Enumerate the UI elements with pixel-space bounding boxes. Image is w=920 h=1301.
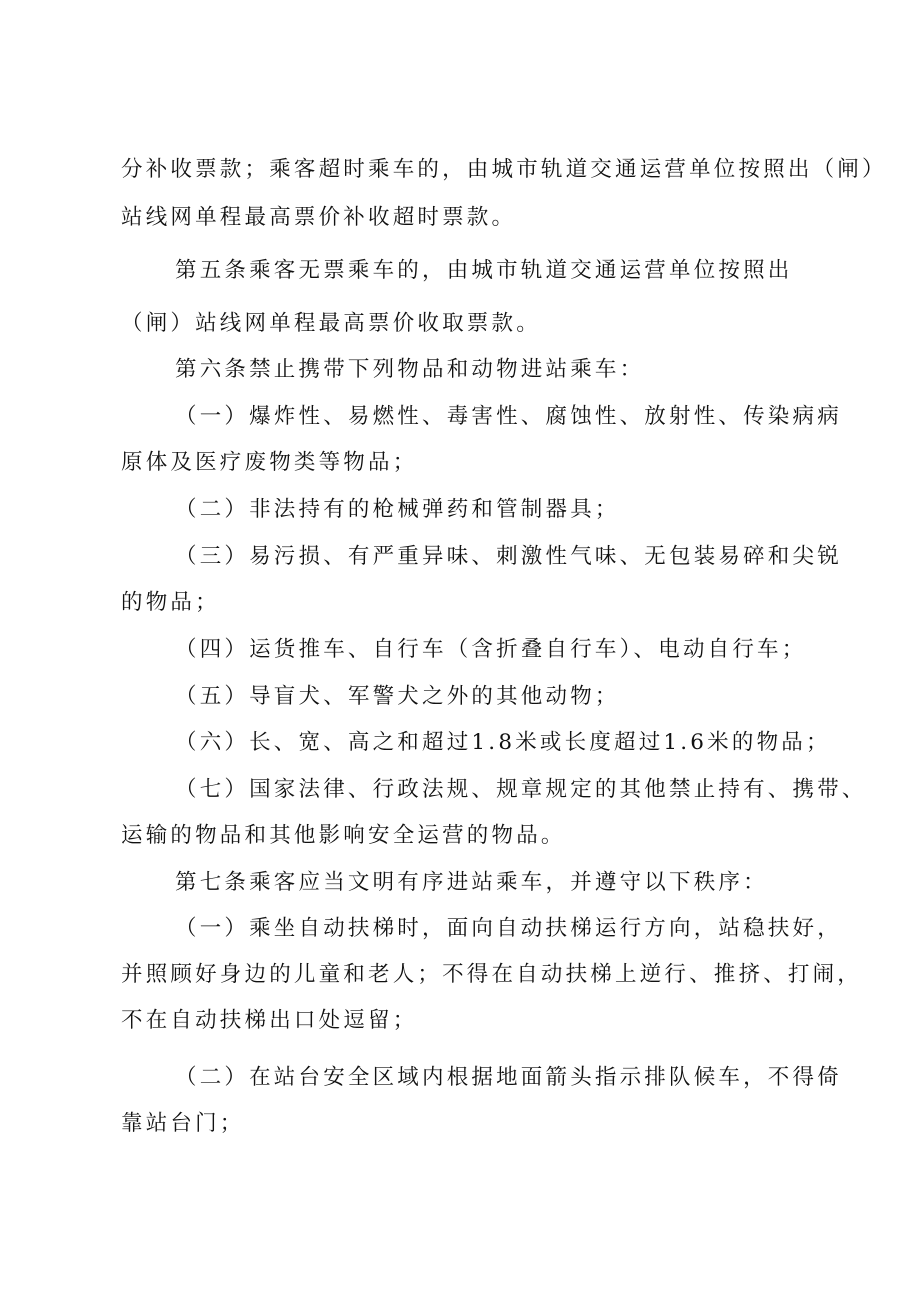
text-line: 靠站台门； [121,1111,245,1136]
text-line: 原体及医疗废物类等物品； [121,450,418,475]
text-line: （六）长、宽、高之和超过1.8米或长度超过1.6米的物品； [175,730,831,755]
text-line: （七）国家法律、行政法规、规章规定的其他禁止持有、携带、 [175,777,867,802]
text-line: 第六条禁止携带下列物品和动物进站乘车： [175,357,645,382]
text-line: 运输的物品和其他影响安全运营的物品。 [121,823,566,848]
text-line: （三）易污损、有严重异味、刺激性气味、无包装易碎和尖锐 [175,544,842,569]
text-line: （一）爆炸性、易燃性、毒害性、腐蚀性、放射性、传染病病 [175,404,842,429]
text-line: 站线网单程最高票价补收超时票款。 [121,205,517,230]
text-line: （一）乘坐自动扶梯时，面向自动扶梯运行方向，站稳扶好， [175,916,842,941]
text-line: 并照顾好身边的儿童和老人；不得在自动扶梯上逆行、推挤、打闹， [121,962,863,987]
text-line: 分补收票款；乘客超时乘车的，由城市轨道交通运营单位按照出（闸） [121,157,887,182]
text-line: （二）非法持有的枪械弹药和管制器具； [175,497,620,522]
text-line: （五）导盲犬、军警犬之外的其他动物； [175,684,620,709]
text-line: 的物品； [121,590,220,615]
text-line: 第七条乘客应当文明有序进站乘车，并遵守以下秩序： [175,870,768,895]
text-line: 第五条乘客无票乘车的，由城市轨道交通运营单位按照出 [175,258,793,283]
text-line: 不在自动扶梯出口处逗留； [121,1008,418,1033]
text-line: （闸）站线网单程最高票价收取票款。 [121,311,541,336]
text-line: （四）运货推车、自行车（含折叠自行车）、电动自行车； [175,637,807,662]
text-line: （二）在站台安全区域内根据地面箭头指示排队候车，不得倚 [175,1065,842,1090]
